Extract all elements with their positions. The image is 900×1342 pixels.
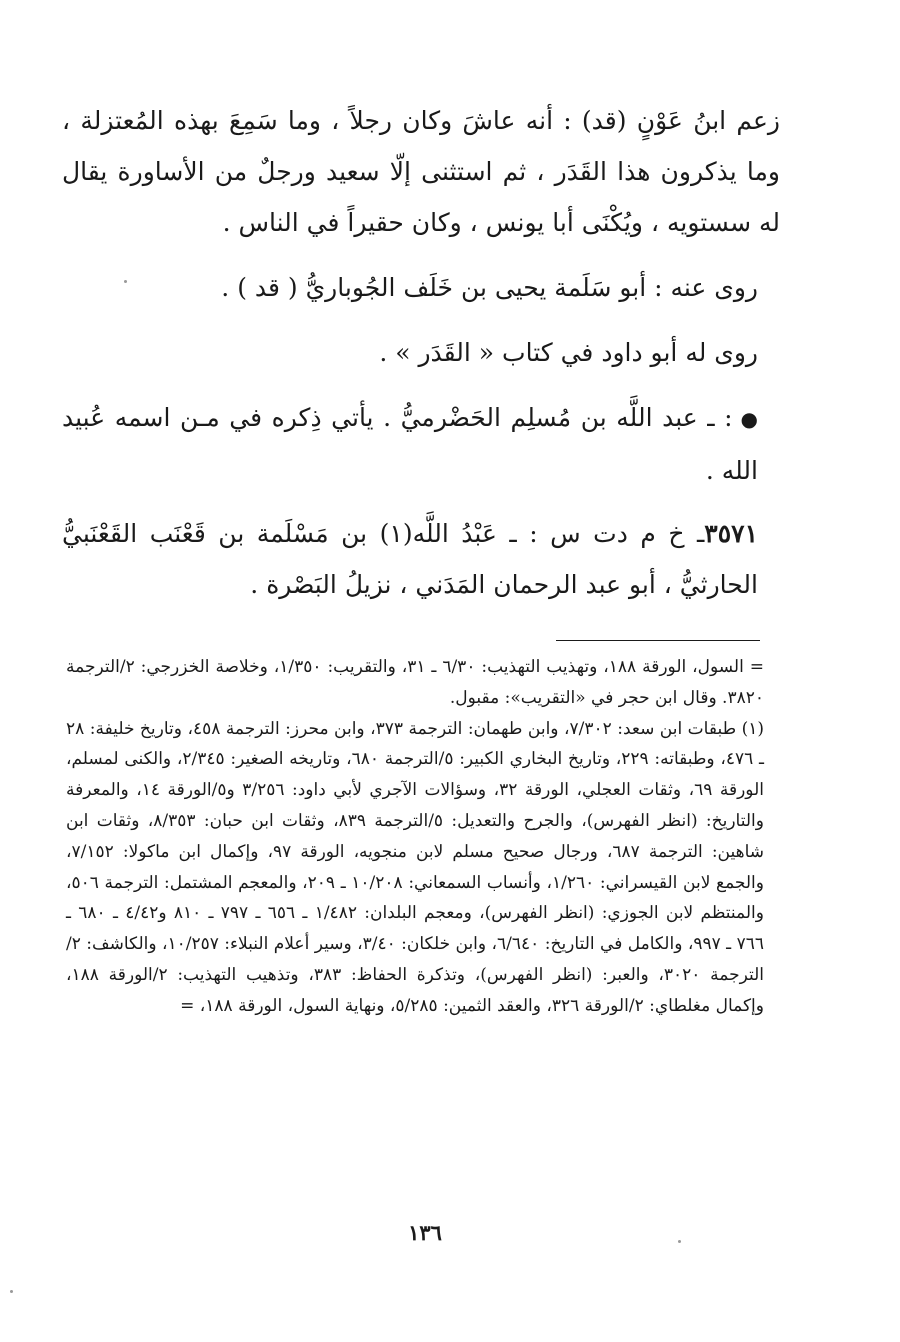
paragraph-ibn-awn: زعم ابنُ عَوْنٍ (قد) : أنه عاشَ وكان رجلاً ، وما سَمِعَ بهذه المُعتزلة ، وما يذكرون هذا القَدَر ، ثم استثنى إلّا سعيد ورجلٌ من الأساورة يقال له سستويه ، ويُكْنَى أبا يونس ، وكان حقيراً في الناس . (62, 106, 780, 237)
main-text (62, 95, 780, 610)
cross-reference-text: : ـ عبد اللَّه بن مُسلِم الحَضْرميُّ . يأتي ذِكره في مـن اسمه عُبيد الله . (62, 403, 758, 485)
bullet-icon: ● (740, 407, 758, 431)
footnote-separator (556, 640, 760, 641)
footnote-continuation: = السول، الورقة ١٨٨، وتهذيب التهذيب: ٦/٣٠ ـ ٣١، والتقريب: ١/٣٥٠، وخلاصة الخزرجي: ٢/الترجمة ٣٨٢٠. وقال ابن حجر في «التقريب»: مقبول. (66, 657, 764, 708)
entry-heading-text: ـ خ م دت س : ـ عَبْدُ اللَّه(١) بن مَسْلَمة بن قَعْنَب القَعْنَبيُّ الحارثيُّ ، أبو عبد الرحمان المَدَني ، نزيلُ البَصْرة . (62, 519, 758, 599)
paragraph-cross-reference (62, 392, 780, 496)
scan-speck (678, 1240, 681, 1243)
scan-speck (10, 1290, 13, 1293)
biography-entry (62, 508, 780, 610)
footnotes (66, 652, 764, 1022)
page-number: ١٣٦ (408, 1220, 442, 1245)
footnote-1: (١) طبقات ابن سعد: ٧/٣٠٢، وابن طهمان: الترجمة ٣٧٣، وابن محرز: الترجمة ٤٥٨، وتاريخ خليفة: ٢٨ ـ ٤٧٦، وطبقاته: ٢٢٩، وتاريخ البخاري الكبير: ٥/الترجمة ٦٨٠، وتاريخه الصغير: ٢/٣٤٥، والكنى لمسلم، الورقة ٦٩، وثقات العجلي، الورقة ٣٢، وسؤالات الآجري لأبي داود: ٣/٢٥٦ و٥/الورقة ١٤، والمعرفة والتاريخ: (انظر الفهرس)، والجرح والتعديل: ٥/الترجمة ٨٣٩، وثقات ابن حبان: ٨/٣٥٣، وثقات ابن شاهين: الترجمة ٦٨٧، ورجال صحيح مسلم لابن منجويه، الورقة ٩٧، وإكمال ابن ماكولا: ٧/١٥٢، والجمع لابن القيسراني: ١/٢٦٠، وأنساب السمعاني: ١٠/٢٠٨ ـ ٢٠٩، والمعجم المشتمل: الترجمة ٥٠٦، والمنتظم لابن الجوزي: (انظر الفهرس)، ومعجم البلدان: ١/٤٨٢ ـ ٦٥٦ ـ ٧٩٧ ـ ٨١٠ و٤/٤٢ ـ ٦٨٠ ـ ٧٦٦ ـ ٩٩٧، والكامل في التاريخ: ٦/٦٤٠، وابن خلكان: ٣/٤٠، وسير أعلام النبلاء: ١٠/٢٥٧، والكاشف: ٢/الترجمة ٣٠٢٠، والعبر: (انظر الفهرس)، وتذكرة الحفاظ: ٣٨٣، وتذهيب التهذيب: ٢/الورقة ١٨٨، وإكمال مغلطاي: ٢/الورقة ٣٢٦، والعقد الثمين: ٥/٢٨٥، ونهاية السول، الورقة ١٨٨، = (66, 718, 765, 1016)
paragraph-narrated-from: روى عنه : أبو سَلَمة يحيى بن خَلَف الجُوباريُّ ( قد ) . (221, 273, 758, 302)
paragraph-abu-dawud: روى له أبو داود في كتاب « القَدَر » . (379, 338, 758, 367)
entry-number: ٣٥٧١ (704, 519, 759, 548)
scan-speck (124, 280, 127, 283)
